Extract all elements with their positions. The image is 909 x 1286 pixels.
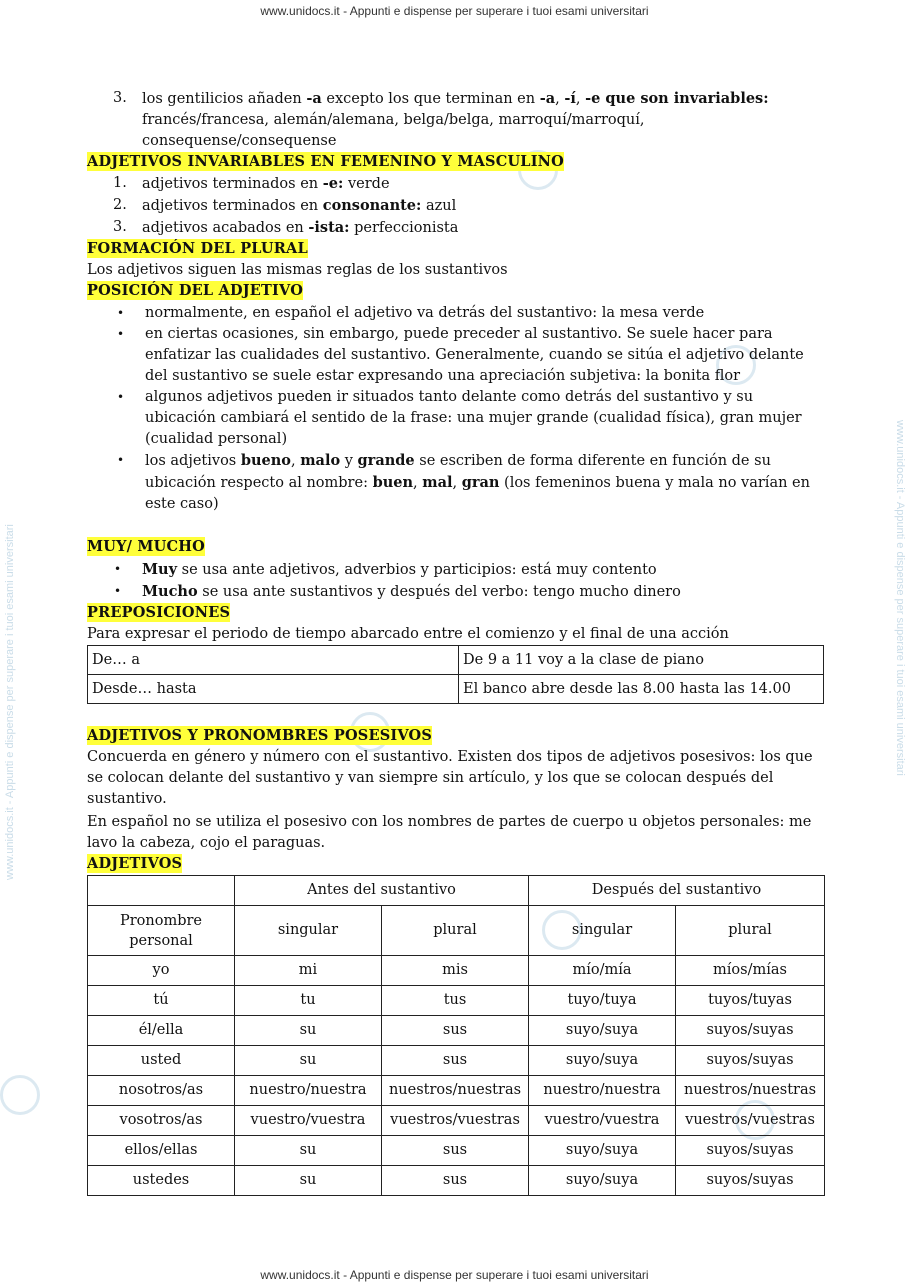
text: ,	[452, 475, 462, 491]
table-cell: suyo/suya	[529, 1046, 676, 1076]
table-cell: vuestro/vuestra	[529, 1106, 676, 1136]
bold-text: -e que son invariables:	[585, 90, 769, 107]
text: se escriben de forma diferente en función de su ubicación respecto al nombre:	[145, 453, 771, 491]
text: verde	[343, 176, 390, 192]
table-row	[88, 986, 825, 1016]
text: perfeccionista	[349, 220, 459, 236]
table-cell: nuestros/nuestras	[382, 1076, 529, 1106]
table-cell: vuestros/vuestras	[676, 1106, 825, 1136]
watermark-top: www.unidocs.it - Appunti e dispense per superare i tuoi esami universitari	[260, 4, 649, 18]
plural-paragraph: Los adjetivos siguen las mismas reglas de los sustantivos	[87, 262, 508, 278]
table-row	[88, 1136, 825, 1166]
text: (los femeninos buena y mala no varían en este caso)	[145, 475, 810, 512]
table-row	[88, 1166, 825, 1196]
list-item	[87, 303, 827, 324]
header-plural: plural	[676, 906, 825, 956]
table-cell: suyos/suyas	[676, 1046, 825, 1076]
text: ,	[413, 475, 423, 491]
bold-text: consonante:	[322, 197, 422, 214]
table-cell: míos/mías	[676, 956, 825, 986]
bold-text: mal	[422, 474, 453, 491]
table-cell: su	[235, 1016, 382, 1046]
table-row	[88, 646, 824, 675]
text: se usa ante sustantivos y después del verbo: tengo mucho dinero	[197, 584, 681, 600]
table-cell: usted	[88, 1046, 235, 1076]
bold-text: gran	[461, 474, 500, 491]
bold-text: malo	[300, 452, 341, 469]
bold-text: -ista:	[308, 219, 350, 236]
table-cell: nosotros/as	[88, 1076, 235, 1106]
posesivos-table	[87, 875, 825, 1196]
section-heading-invariables: ADJETIVOS INVARIABLES EN FEMENINO Y MASCULINO	[87, 153, 564, 170]
bullet: •	[117, 453, 125, 467]
table-cell: suyo/suya	[529, 1016, 676, 1046]
section-heading-muy: MUY/ MUCHO	[87, 538, 205, 555]
table-cell: sus	[382, 1136, 529, 1166]
text: consequense/consequense	[142, 133, 337, 149]
text: los adjetivos	[145, 453, 241, 469]
document-page	[87, 88, 827, 1196]
text: normalmente, en español el adjetivo va detrás del sustantivo: la mesa verde	[145, 305, 705, 321]
table-cell: suyos/suyas	[676, 1136, 825, 1166]
list-item	[87, 387, 827, 450]
bold-text: Mucho	[142, 583, 198, 600]
table-cell: vuestro/vuestra	[235, 1106, 382, 1136]
table-cell: tuyos/tuyas	[676, 986, 825, 1016]
table-cell: De… a	[88, 646, 459, 675]
text: adjetivos acabados en	[142, 220, 309, 236]
table-cell: sus	[382, 1016, 529, 1046]
section-heading-preposiciones: PREPOSICIONES	[87, 604, 231, 621]
bullet: •	[114, 562, 122, 576]
watermark-side-left: www.unidocs.it - Appunti e dispense per superare i tuoi esami universitari	[4, 524, 16, 880]
text: adjetivos terminados en	[142, 198, 323, 214]
table-cell: suyos/suyas	[676, 1016, 825, 1046]
header-antes: Antes del sustantivo	[235, 876, 529, 906]
text: francés/francesa, alemán/alemana, belga/belga, marroquí/marroquí,	[142, 112, 645, 128]
table-cell: tú	[88, 986, 235, 1016]
text: ,	[555, 91, 565, 107]
table-cell: suyos/suyas	[676, 1166, 825, 1196]
text: se usa ante adjetivos, adverbios y participios: está muy contento	[177, 562, 657, 578]
section-heading-posicion: POSICIÓN DEL ADJETIVO	[87, 282, 304, 299]
table-row	[88, 1106, 825, 1136]
list-number: 3.	[113, 219, 127, 235]
posicion-list	[87, 303, 827, 515]
text: ,	[290, 453, 301, 469]
bold-text: -a	[306, 90, 322, 107]
table-cell: ustedes	[88, 1166, 235, 1196]
text: y	[340, 453, 358, 469]
watermark-side-right: www.unidocs.it - Appunti e dispense per superare i tuoi esami universitari	[894, 420, 906, 776]
bold-text: buen	[372, 474, 414, 491]
table-cell: nuestro/nuestra	[529, 1076, 676, 1106]
text: los gentilicios añaden	[142, 91, 307, 107]
table-cell: yo	[88, 956, 235, 986]
list-number: 3.	[113, 90, 127, 106]
header-singular: singular	[529, 906, 676, 956]
table-row	[88, 956, 825, 986]
posesivos-paragraph-1: Concuerda en género y número con el sustantivo. Existen dos tipos de adjetivos posesivos: los que se colocan delante del sustantivo y van siempre sin artículo, y los que se colocan después del sustantivo.	[87, 749, 813, 807]
bold-text: bueno	[240, 452, 291, 469]
table-cell: vuestros/vuestras	[382, 1106, 529, 1136]
preposiciones-table	[87, 645, 824, 704]
table-cell: nuestros/nuestras	[676, 1076, 825, 1106]
list-item	[87, 195, 827, 217]
table-cell: Desde… hasta	[88, 675, 459, 704]
bullet: •	[117, 306, 125, 320]
table-cell: mis	[382, 956, 529, 986]
table-cell: vosotros/as	[88, 1106, 235, 1136]
table-cell	[88, 876, 235, 906]
table-cell: mi	[235, 956, 382, 986]
table-cell: mío/mía	[529, 956, 676, 986]
table-cell: él/ella	[88, 1016, 235, 1046]
table-cell: suyo/suya	[529, 1166, 676, 1196]
table-cell: nuestro/nuestra	[235, 1076, 382, 1106]
table-cell: su	[235, 1136, 382, 1166]
table-cell: su	[235, 1046, 382, 1076]
posesivos-paragraph-2: En español no se utiliza el posesivo con los nombres de partes de cuerpo u objetos personales: me lavo la cabeza, cojo el paraguas.	[87, 814, 812, 851]
bullet: •	[114, 584, 122, 598]
table-cell: tuyo/tuya	[529, 986, 676, 1016]
list-number: 1.	[113, 175, 127, 191]
table-cell: tu	[235, 986, 382, 1016]
text: azul	[421, 198, 457, 214]
bold-text: grande	[357, 452, 415, 469]
table-row	[88, 1046, 825, 1076]
bullet: •	[117, 390, 125, 404]
table-header-row	[88, 876, 825, 906]
list-item	[87, 559, 827, 581]
section-heading-adjetivos: ADJETIVOS	[87, 855, 183, 872]
list-item	[87, 88, 827, 152]
list-item	[87, 324, 827, 387]
table-cell: De 9 a 11 voy a la clase de piano	[459, 646, 824, 675]
watermark-bottom: www.unidocs.it - Appunti e dispense per superare i tuoi esami universitari	[260, 1268, 649, 1282]
text: ,	[575, 91, 586, 107]
section-heading-posesivos: ADJETIVOS Y PRONOMBRES POSESIVOS	[87, 727, 433, 744]
table-cell: El banco abre desde las 8.00 hasta las 14.00	[459, 675, 824, 704]
header-pronombre: Pronombre personal	[88, 906, 235, 956]
preposiciones-paragraph: Para expresar el periodo de tiempo abarcado entre el comienzo y el final de una acción	[87, 626, 729, 642]
table-cell: suyo/suya	[529, 1136, 676, 1166]
list-number: 2.	[113, 197, 127, 213]
section-heading-plural: FORMACIÓN DEL PLURAL	[87, 240, 308, 257]
table-body	[88, 956, 825, 1196]
text: adjetivos terminados en	[142, 176, 323, 192]
table-header-row	[88, 906, 825, 956]
bold-text: Muy	[142, 561, 178, 578]
list-item	[87, 217, 827, 239]
gentilicios-list	[87, 88, 827, 152]
text: excepto los que terminan en	[321, 91, 540, 107]
list-item	[87, 450, 827, 515]
table-cell: su	[235, 1166, 382, 1196]
text: algunos adjetivos pueden ir situados tanto delante como detrás del sustantivo y su ubicación cambiará el sentido de la frase: una mujer grande (cualidad física), gran mujer (cualidad personal)	[145, 389, 802, 447]
table-cell: ellos/ellas	[88, 1136, 235, 1166]
table-row	[88, 1076, 825, 1106]
bold-text: -í	[564, 90, 576, 107]
invariables-list	[87, 173, 827, 239]
table-row	[88, 675, 824, 704]
header-despues: Después del sustantivo	[529, 876, 825, 906]
text: en ciertas ocasiones, sin embargo, puede preceder al sustantivo. Se suele hacer para enfatizar las cualidades del sustantivo. Generalmente, cuando se sitúa el adjetivo delante del sustantivo se suele estar expresando una apreciación subjetiva: la bonita flor	[145, 326, 804, 384]
bold-text: -a	[539, 90, 556, 107]
list-item	[87, 581, 827, 603]
bold-text: -e:	[322, 175, 344, 192]
muy-list	[87, 559, 827, 603]
header-plural: plural	[382, 906, 529, 956]
unidocs-logo-icon	[0, 1075, 40, 1115]
table-cell: sus	[382, 1046, 529, 1076]
list-item	[87, 173, 827, 195]
header-singular: singular	[235, 906, 382, 956]
bullet: •	[117, 327, 125, 341]
table-row	[88, 1016, 825, 1046]
table-cell: tus	[382, 986, 529, 1016]
table-cell: sus	[382, 1166, 529, 1196]
